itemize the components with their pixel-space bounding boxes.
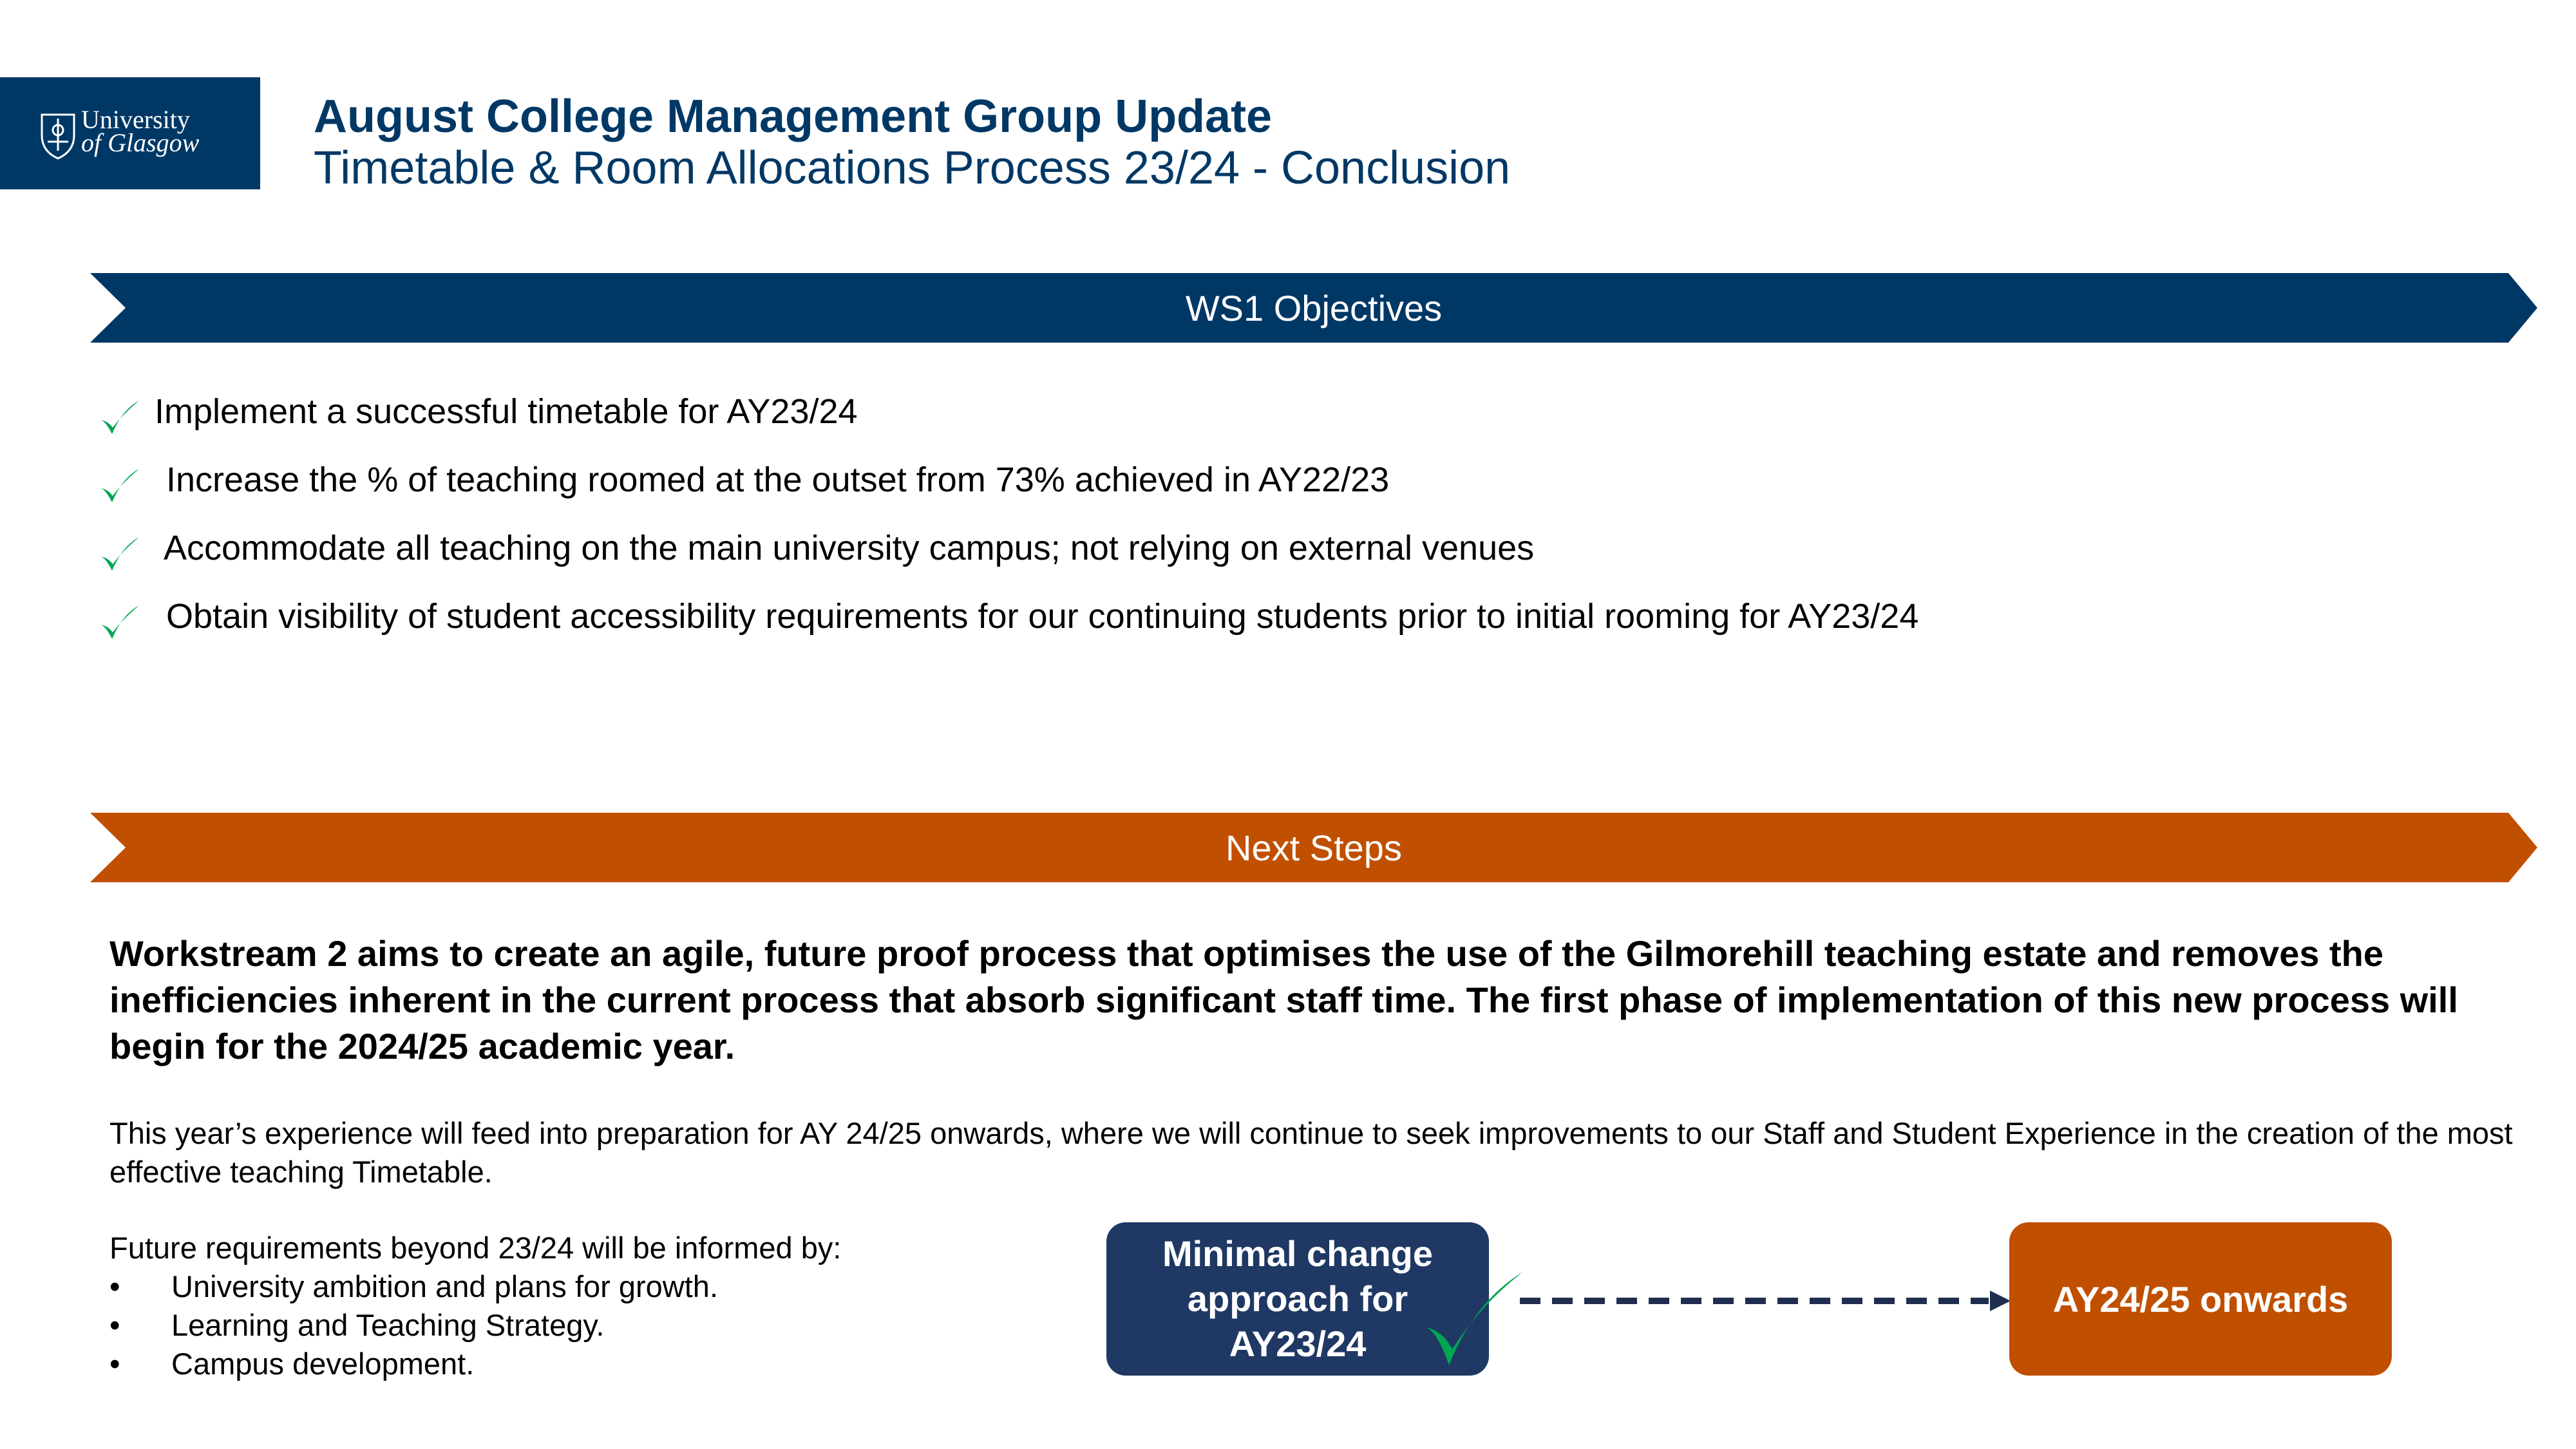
- box1-line: approach for: [1187, 1278, 1408, 1319]
- ws1-banner-label: WS1 Objectives: [1185, 287, 1443, 328]
- future-item-text: University ambition and plans for growth.: [171, 1269, 719, 1303]
- objectives-list: [90, 386, 2409, 659]
- box2-label: AY24/25 onwards: [2052, 1278, 2349, 1320]
- crest-icon: [39, 109, 77, 161]
- next-steps-banner: [90, 813, 2537, 882]
- list-item: [90, 386, 2409, 455]
- page-subtitle: Timetable & Room Allocations Process 23/24 - Conclusion: [314, 142, 1511, 194]
- box1-line: AY23/24: [1229, 1323, 1367, 1364]
- objective-text: Implement a successful timetable for AY23/24: [155, 392, 858, 431]
- bullet-icon: •: [109, 1269, 120, 1303]
- workstream-2-statement: Workstream 2 aims to create an agile, future proof process that optimises the use of the Gilmorehill teaching estate and removes the inefficiencies inherent in the current process that absorb significant staff time. The first phase of implementation of this new process will begin for the 2024/25 academic year.: [109, 933, 2458, 1066]
- logo-line-2: of Glasgow: [81, 128, 200, 157]
- list-item: [109, 1267, 1075, 1306]
- ws1-objectives-banner: [90, 273, 2537, 343]
- logo-line-1: University: [81, 105, 190, 134]
- future-item-text: Campus development.: [171, 1347, 475, 1381]
- dashed-arrow-connector: [1488, 1282, 2016, 1320]
- bullet-icon: •: [109, 1308, 120, 1342]
- future-item-text: Learning and Teaching Strategy.: [171, 1308, 605, 1342]
- list-item: [90, 591, 2409, 659]
- experience-paragraph: This year’s experience will feed into preparation for AY 24/25 onwards, where we will continue to seek improvements to our Staff and Student Experience in the creation of the most effective teaching Timetable.: [109, 1116, 2513, 1189]
- objective-text: Increase the % of teaching roomed at the outset from 73% achieved in AY22/23: [166, 460, 1390, 499]
- list-item: [109, 1306, 1075, 1345]
- checkmark-icon: [97, 395, 142, 440]
- list-item: [109, 1345, 1075, 1383]
- ay2425-onwards-box: [2009, 1222, 2392, 1376]
- list-item: [90, 523, 2409, 591]
- list-item: [90, 455, 2409, 523]
- future-requirements-intro: Future requirements beyond 23/24 will be informed by:: [109, 1231, 842, 1265]
- future-requirements-list: [109, 1267, 1075, 1383]
- next-steps-banner-label: Next Steps: [1226, 827, 1402, 868]
- checkmark-icon: [97, 600, 142, 645]
- page-title: August College Management Group Update: [314, 91, 1273, 142]
- box1-line: Minimal change: [1162, 1233, 1434, 1274]
- checkmark-icon: [97, 532, 142, 577]
- bullet-icon: •: [109, 1347, 120, 1381]
- logo-wordmark: [81, 105, 200, 157]
- university-logo: [0, 77, 260, 189]
- objective-text: Obtain visibility of student accessibility requirements for our continuing students prior to initial rooming for AY23/24: [166, 597, 1919, 636]
- large-checkmark-icon: [1417, 1269, 1526, 1372]
- objective-text: Accommodate all teaching on the main university campus; not relying on external venues: [164, 529, 1535, 567]
- checkmark-icon: [97, 464, 142, 509]
